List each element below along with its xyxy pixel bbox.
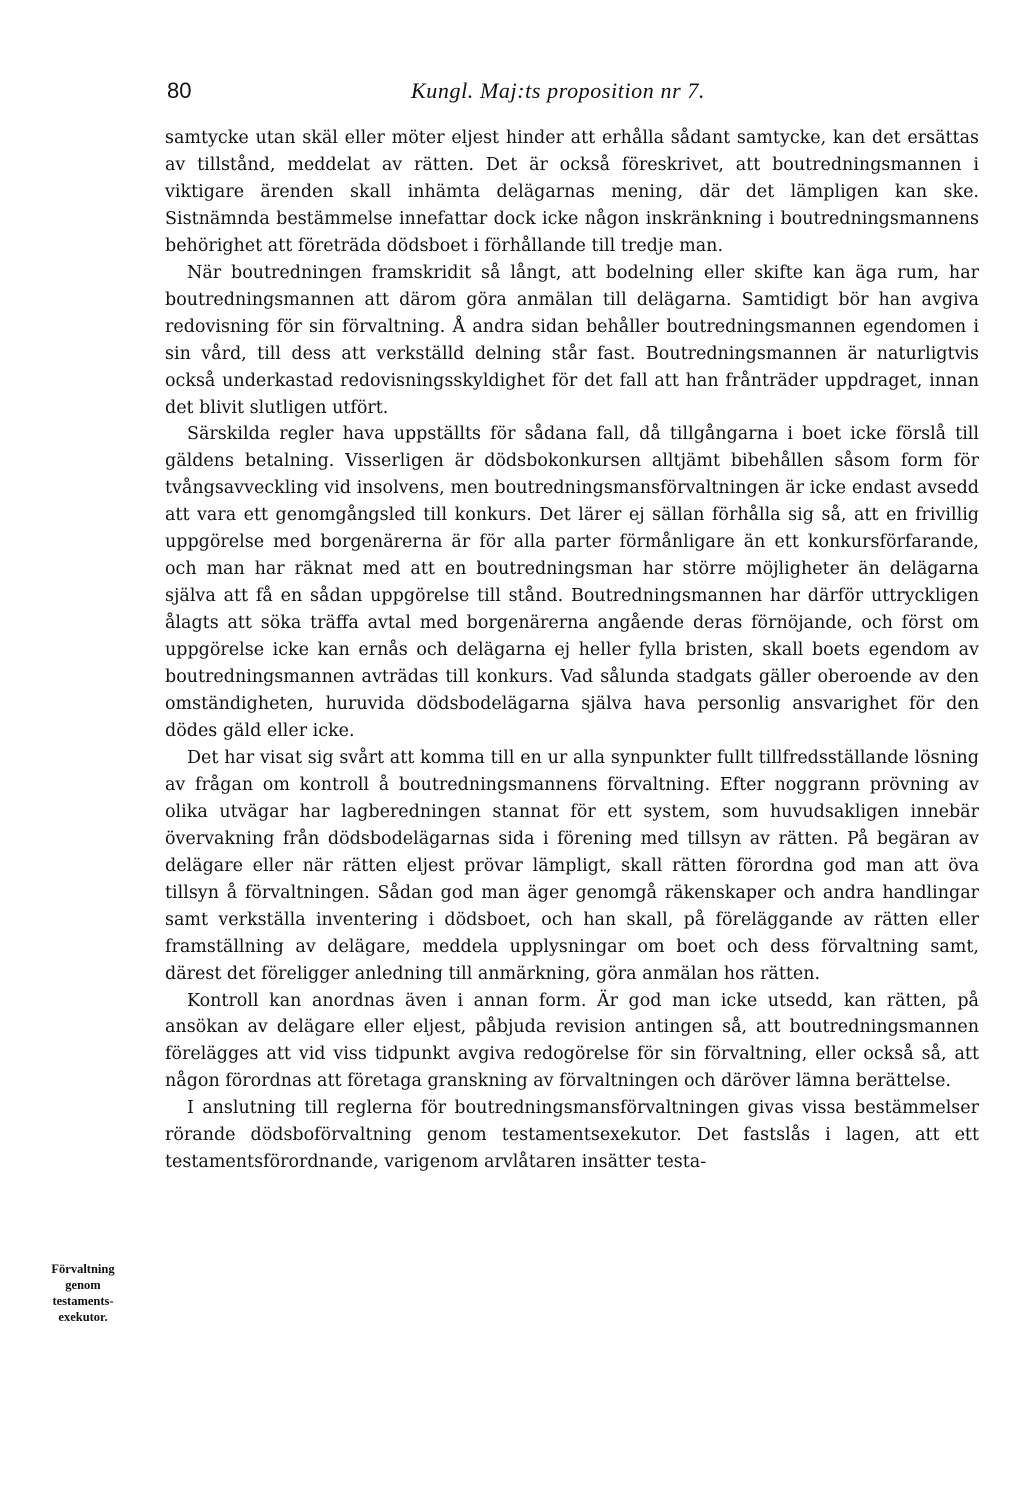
body-text [165,125,979,1176]
margin-note-line: genom [65,1278,101,1292]
paragraph: Särskilda regler hava uppställts för sådana fall, då tillgångarna i boet icke förslå till gäldens betalning. Visserligen är dödsbokonkursen alltjämt bibehållen såsom form för tvångsavveckling vid insolvens, men boutredningsmansförvaltningen är icke endast avsedd att vara ett genomgångsled till konkurs. Det lärer ej sällan förhålla sig så, att en frivillig uppgörelse med borgenärerna är för alla parter förmånligare än ett konkursförfarande, och man har räknat med att en boutredningsman har större möjligheter än delägarna själva att få en sådan uppgörelse till stånd. Boutredningsmannen har därför uttryckligen ålagts att söka träffa avtal med borgenärerna angående deras förnöjande, och först om uppgörelse icke kan ernås och delägarna ej heller fylla bristen, skall boets egendom av boutredningsmannen avträdas till konkurs. Vad sålunda stadgats gäller oberoende av den omständigheten, huruvida dödsbodelägarna själva hava personlig ansvarighet för den dödes gäld eller icke. [165,424,979,741]
running-title: Kungl. Maj:ts proposition nr 7. [411,78,706,103]
margin-note-line: Förvaltning [51,1262,115,1276]
paragraph: Det har visat sig svårt att komma till en ur alla synpunkter fullt tillfredsställande lösning av frågan om kontroll å boutredningsmannens förvaltning. Efter noggrann prövning av olika utvägar har lagberedningen stannat för ett system, som huvudsakligen innebär övervakning från dödsbodelägarnas sida i förening med tillsyn av rätten. På begäran av delägare eller när rätten eljest prövar lämpligt, skall rätten förordna god man att öva tillsyn å förvaltningen. Sådan god man äger genomgå räkenskaper och andra handlingar samt verkställa inventering i dödsboet, och han skall, på föreläggande av rätten eller framställning av delägare, meddela upplysningar om boet och dess förvaltning samt, därest det föreligger anledning till anmärkning, göra anmälan hos rätten. [165,747,979,984]
paragraph: Kontroll kan anordnas även i annan form. Är god man icke utsedd, kan rätten, på ansökan av delägare eller eljest, påbjuda revision antingen så, att boutredningsmannen förelägges att vid viss tidpunkt avgiva redogörelse för sin förvaltning, eller också så, att någon förordnas att företaga granskning av förvaltningen och däröver lämna berättelse. [165,990,979,1092]
paragraph: I anslutning till reglerna för boutredningsmansförvaltningen givas vissa bestämmelser rörande dödsboförvaltning genom testamentsexekutor. Det fastslås i lagen, att ett testamentsförordnande, varigenom arvlåtaren insätter testa- [165,1098,979,1173]
page-header [165,78,765,108]
paragraph: samtycke utan skäl eller möter eljest hinder att erhålla sådant samtycke, kan det ersättas av tillstånd, meddelat av rätten. Det är också föreskrivet, att boutredningsmannen i viktigare ärenden skall inhämta delägarnas mening, där det lämpligen kan ske. Sistnämnda bestämmelse innefattar dock icke någon inskränkning i boutredningsmannens behörighet att företräda dödsboet i förhållande till tredje man. [165,128,979,256]
page-number: 80 [167,78,192,103]
margin-note-line: testaments- [52,1294,114,1308]
margin-note [8,1261,158,1325]
paragraph: När boutredningen framskridit så långt, att bodelning eller skifte kan äga rum, har boutredningsmannen att därom göra anmälan till delägarna. Samtidigt bör han avgiva redovisning för sin förvaltning. Å andra sidan behåller boutredningsmannen egendomen i sin vård, till dess att verkställd delning står fast. Boutredningsmannen är naturligtvis också underkastad redovisningsskyldighet för det fall att han frånträder uppdraget, innan det blivit slutligen utfört. [165,262,979,418]
margin-note-line: exekutor. [58,1310,108,1324]
